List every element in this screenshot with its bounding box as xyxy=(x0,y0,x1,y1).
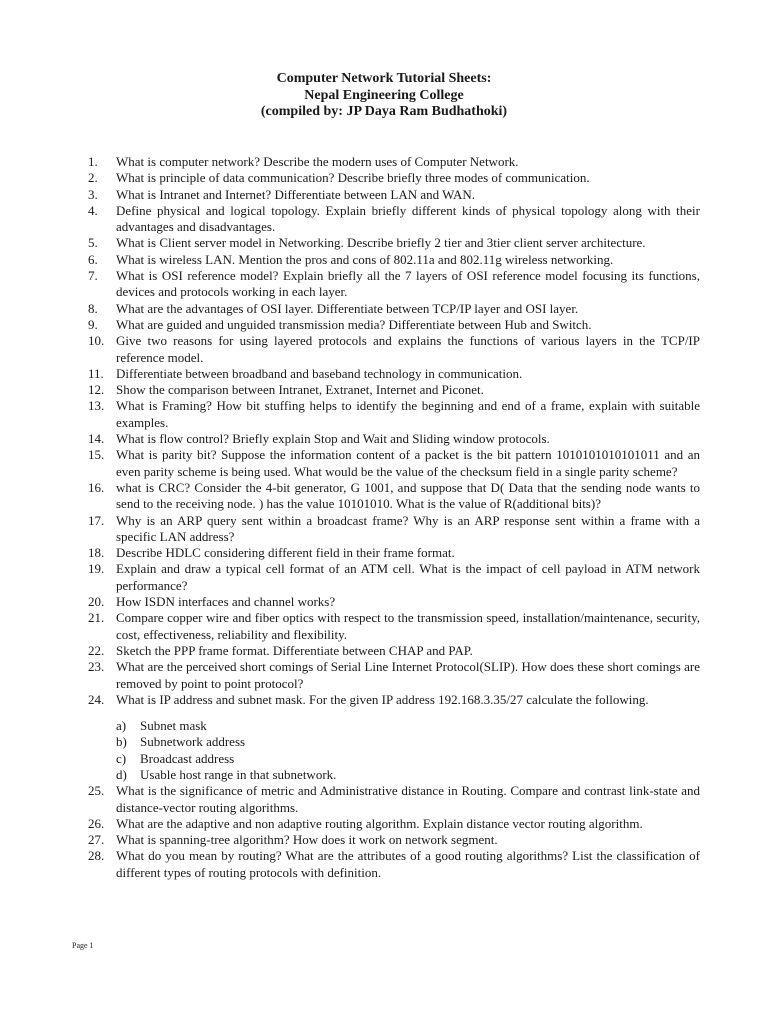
question-number: 27. xyxy=(88,832,105,848)
page-number: Page 1 xyxy=(72,941,94,950)
question-number: 28. xyxy=(88,848,105,864)
subitem-label: c) xyxy=(116,750,127,766)
question-text: What are guided and unguided transmission media? Differentiate between Hub and Switch. xyxy=(116,316,592,332)
question-text: Compare copper wire and fiber optics with respect to the transmission speed, installation/maintenance, security, cost, effectiveness, reliability and flexibility. xyxy=(116,610,700,642)
question-item xyxy=(88,398,700,431)
question-text-block xyxy=(116,848,700,881)
question-text-block xyxy=(116,783,700,816)
question-item xyxy=(88,252,700,268)
subitem-text: Subnetwork address xyxy=(140,734,246,750)
question-number: 23. xyxy=(88,659,105,675)
question-item xyxy=(88,301,700,317)
question-item xyxy=(88,816,700,832)
question-number: 22. xyxy=(88,642,105,658)
question-text-block xyxy=(116,154,700,170)
question-number: 6. xyxy=(88,251,98,267)
question-text: Sketch the PPP frame format. Differentiate between CHAP and PAP. xyxy=(116,642,473,658)
question-text: Differentiate between broadband and baseband technology in communication. xyxy=(116,365,523,381)
question-text: Show the comparison between Intranet, Extranet, Internet and Piconet. xyxy=(116,382,484,398)
question-number: 3. xyxy=(88,186,98,202)
question-number: 15. xyxy=(88,447,105,463)
question-text: What is Client server model in Networking. Describe briefly 2 tier and 3tier client server architecture. xyxy=(116,235,646,251)
question-number: 2. xyxy=(88,170,98,186)
question-text: Explain and draw a typical cell format of an ATM cell. What is the impact of cell payload in ATM network performance? xyxy=(116,561,700,593)
question-number: 4. xyxy=(88,202,98,218)
question-text: What is parity bit? Suppose the information content of a packet is the bit pattern 1010101010101011 and an even parity scheme is being used. What would be the value of the checksum field in a single parity scheme? xyxy=(116,447,700,479)
question-text: Describe HDLC considering different field in their frame format. xyxy=(116,545,455,561)
question-text-block xyxy=(116,447,700,480)
question-text-block xyxy=(116,513,700,546)
question-item xyxy=(88,643,700,659)
question-number: 1. xyxy=(88,154,98,169)
subitem-text: Subnet mask xyxy=(140,718,207,734)
question-item xyxy=(88,382,700,398)
question-item xyxy=(88,333,700,366)
question-text-block xyxy=(116,594,700,610)
question-text: What is Intranet and Internet? Differentiate between LAN and WAN. xyxy=(116,186,476,202)
question-text: what is CRC? Consider the 4-bit generator, G 1001, and suppose that D( Data that the sending node wants to send to the receiving node. ) has the value 10101010. What is the value of R(additional bits)? xyxy=(116,479,700,512)
question-text-block xyxy=(116,187,700,203)
question-text: What is the significance of metric and Administrative distance in Routing. Compare and contrast link-state and distance-vector routing algorithms. xyxy=(116,783,700,815)
question-item xyxy=(88,832,700,848)
question-text-block xyxy=(116,659,700,692)
question-text-block xyxy=(116,301,700,317)
question-item xyxy=(88,692,700,708)
question-item xyxy=(88,610,700,643)
question-text: What is flow control? Briefly explain Stop and Wait and Sliding window protocols. xyxy=(116,431,550,447)
question-text: What is spanning-tree algorithm? How does it work on network segment. xyxy=(116,832,498,848)
question-text-block xyxy=(116,203,700,236)
question-text: What is wireless LAN. Mention the pros and cons of 802.11a and 802.11g wireless networking. xyxy=(116,251,614,267)
question-number: 5. xyxy=(88,235,98,251)
question-text-block xyxy=(116,610,700,643)
question-text-block xyxy=(116,692,700,708)
subitem-label: a) xyxy=(116,718,127,734)
question-text-block xyxy=(116,382,700,398)
question-item xyxy=(88,154,700,170)
question-text: How ISDN interfaces and channel works? xyxy=(116,594,336,610)
question-item xyxy=(88,783,700,816)
subitem-text: Broadcast address xyxy=(140,750,235,766)
question-text-block xyxy=(116,170,700,186)
question-text: Define physical and logical topology. Explain briefly different kinds of physical topology along with their advantages and disadvantages. xyxy=(116,202,700,235)
question-text-block xyxy=(116,317,700,333)
subitem xyxy=(116,751,700,767)
question-number: 18. xyxy=(88,545,105,561)
question-number: 11. xyxy=(88,365,104,381)
question-item xyxy=(88,480,700,513)
question-number: 20. xyxy=(88,594,105,610)
question-number: 17. xyxy=(88,512,105,528)
question-number: 9. xyxy=(88,316,98,332)
question-text: What is Framing? How bit stuffing helps to identify the beginning and end of a frame, explain with suitable examples. xyxy=(116,398,700,430)
question-number: 25. xyxy=(88,783,105,799)
question-text-block xyxy=(116,268,700,301)
question-item xyxy=(88,447,700,480)
subitem-list xyxy=(88,718,700,783)
title-line: Computer Network Tutorial Sheets: xyxy=(276,71,492,86)
question-list xyxy=(88,154,700,881)
question-number: 21. xyxy=(88,610,105,626)
question-text: What are the adaptive and non adaptive routing algorithm. Explain distance vector routing algorithm. xyxy=(116,815,643,831)
question-number: 10. xyxy=(88,333,105,349)
question-text: Give two reasons for using layered protocols and explains the functions of various layers in the TCP/IP reference model. xyxy=(116,333,700,365)
question-text: What are the advantages of OSI layer. Differentiate between TCP/IP layer and OSI layer. xyxy=(116,300,579,316)
subitem-label: d) xyxy=(116,766,127,782)
question-number: 13. xyxy=(88,398,105,414)
question-number: 19. xyxy=(88,561,105,577)
question-item xyxy=(88,594,700,610)
question-text: What is OSI reference model? Explain briefly all the 7 layers of OSI reference model focusing its functions, devices and protocols working in each layer. xyxy=(116,268,700,300)
question-text-block xyxy=(116,561,700,594)
question-text-block xyxy=(116,252,700,268)
question-item xyxy=(88,848,700,881)
question-text-block xyxy=(116,832,700,848)
question-text-block xyxy=(116,235,700,251)
question-item xyxy=(88,561,700,594)
subitem-label: b) xyxy=(116,734,127,750)
question-item xyxy=(88,170,700,186)
question-text: What are the perceived short comings of Serial Line Internet Protocol(SLIP). How does these short comings are removed by point to point protocol? xyxy=(116,659,700,691)
subitem-group xyxy=(88,718,700,783)
question-text: What is computer network? Describe the modern uses of Computer Network. xyxy=(116,154,519,169)
question-item xyxy=(88,431,700,447)
subitem xyxy=(116,734,700,750)
question-text-block xyxy=(116,366,700,382)
question-number: 26. xyxy=(88,815,105,831)
question-text-block xyxy=(116,545,700,561)
question-number: 8. xyxy=(88,300,98,316)
question-number: 7. xyxy=(88,268,98,284)
question-text-block xyxy=(116,480,700,513)
question-text: What is principle of data communication? Describe briefly three modes of communication. xyxy=(116,170,590,186)
question-item xyxy=(88,268,700,301)
subitem-text: Usable host range in that subnetwork. xyxy=(140,766,337,782)
question-number: 24. xyxy=(88,691,105,707)
question-number: 16. xyxy=(88,479,105,495)
question-item xyxy=(88,235,700,251)
subitem xyxy=(116,767,700,783)
question-text-block xyxy=(116,643,700,659)
question-item xyxy=(88,366,700,382)
question-text-block xyxy=(116,816,700,832)
question-text: What is IP address and subnet mask. For the given IP address 192.168.3.35/27 calculate the following. xyxy=(116,691,649,707)
question-number: 12. xyxy=(88,382,105,398)
compiler-line: (compiled by: JP Daya Ram Budhathoki) xyxy=(260,104,508,119)
question-item xyxy=(88,545,700,561)
question-number: 14. xyxy=(88,431,105,447)
question-item xyxy=(88,203,700,236)
question-text-block xyxy=(116,431,700,447)
subitem xyxy=(116,718,700,734)
document-header xyxy=(0,71,768,121)
question-item xyxy=(88,187,700,203)
question-text: Why is an ARP query sent within a broadcast frame? Why is an ARP response sent within a frame with a specific LAN address? xyxy=(116,512,700,544)
college-line: Nepal Engineering College xyxy=(304,87,464,103)
question-text: What do you mean by routing? What are the attributes of a good routing algorithms? List the classification of different types of routing protocols with definition. xyxy=(116,848,700,880)
question-item xyxy=(88,659,700,692)
question-item xyxy=(88,513,700,546)
question-item xyxy=(88,317,700,333)
question-text-block xyxy=(116,398,700,431)
question-text-block xyxy=(116,333,700,366)
